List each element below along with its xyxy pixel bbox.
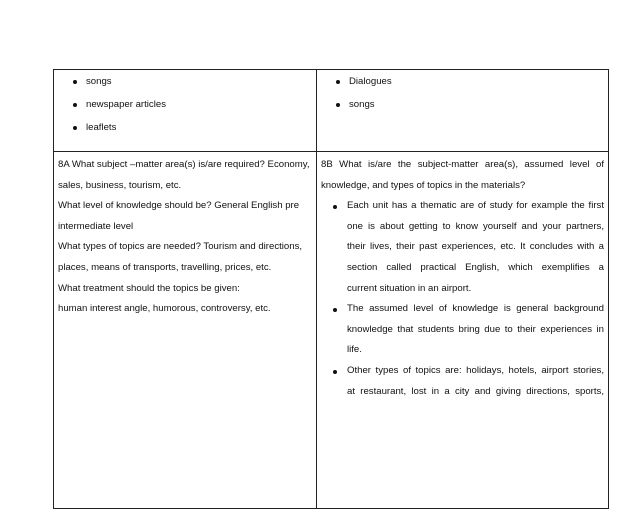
top-right-list [317,70,609,116]
bullet-icon [333,370,337,374]
cell-top-right [317,70,609,116]
list-item: songs [54,70,316,93]
bullet-icon [73,80,77,84]
list-item: The assumed level of knowledge is general background knowledge that students bring due to their experiences in life. [321,299,604,361]
top-left-list [54,70,316,139]
list-item: leaflets [54,116,316,139]
bullet-icon [336,103,340,107]
bullet-icon [333,205,337,209]
text-line: What treatment should the topics be given: [58,282,240,294]
text-line: What level of knowledge should be? General English pre [58,200,300,212]
list-item: newspaper articles [54,93,316,116]
bottom-right-list [321,196,604,402]
table-row-divider [54,151,608,152]
table-column-divider [316,70,317,508]
text-line: knowledge, and types of topics in the materials? [321,179,526,191]
bullet-icon [73,103,77,107]
text-line: 8B What is/are the subject-matter area(s), assumed level of [321,159,604,170]
list-item: Dialogues [317,70,609,93]
text-line: 8A What subject –matter area(s) is/are required? Economy, [58,159,310,170]
text-line: What types of topics are needed? Tourism and directions, [58,241,303,253]
text-line: human interest angle, humorous, controversy, etc. [58,303,271,315]
list-item: songs [317,93,609,116]
list-item: Other types of topics are: holidays, hotels, airport stories, at restaurant, lost in a city and giving directions, sports, [321,361,604,402]
list-item: Each unit has a thematic are of study for example the first one is about getting to know yourself and your partners, their lives, their past experiences, etc. It concludes with a section called practical English, which exemplifies a current situation in an airport. [321,196,604,299]
text-line: intermediate level [58,220,134,232]
cell-bottom-right [321,155,604,402]
cell-top-left [54,70,316,139]
text-line: places, means of transports, travelling, prices, etc. [58,261,272,273]
content-table [53,69,609,509]
text-line: sales, business, tourism, etc. [58,179,182,191]
bullet-icon [333,308,337,312]
bullet-icon [73,126,77,130]
bullet-icon [336,80,340,84]
cell-bottom-left [58,155,312,320]
